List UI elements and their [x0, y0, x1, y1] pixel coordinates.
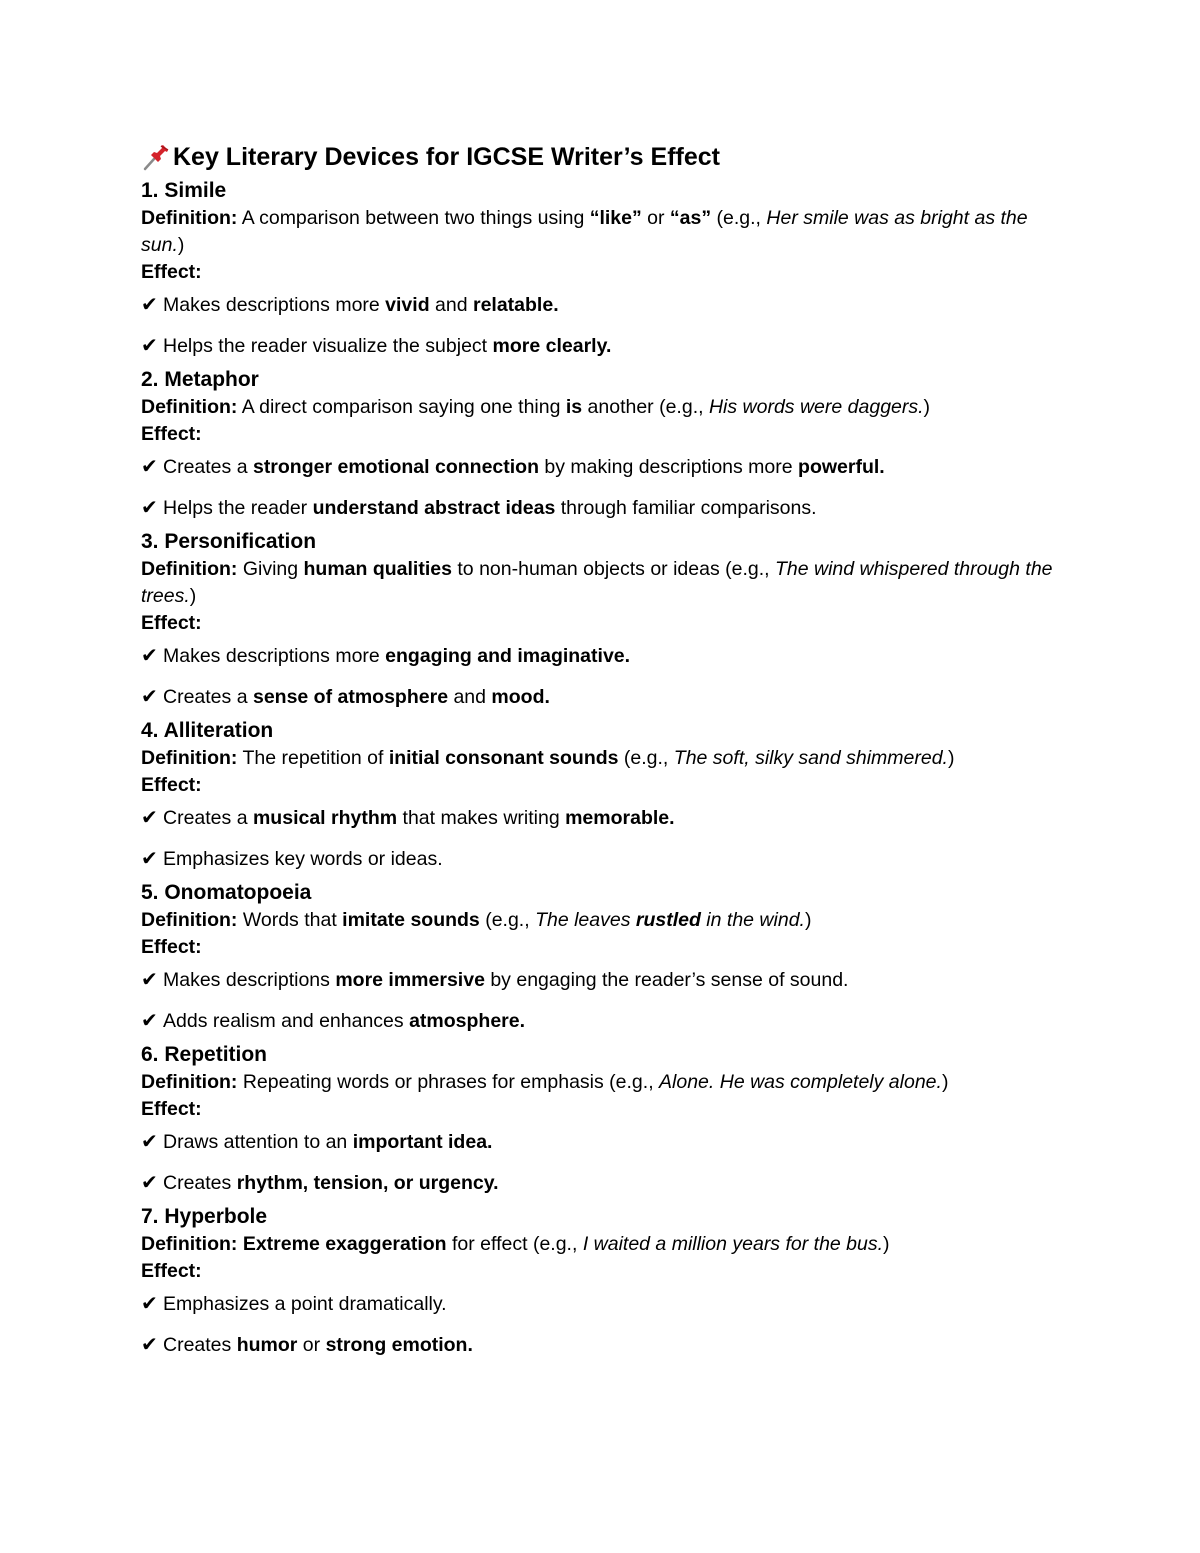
checkmark-icon: ✔: [141, 497, 158, 519]
def-text: A direct comparison saying one thing: [237, 396, 566, 418]
effect-item: [141, 846, 1061, 873]
document-page: [141, 141, 1061, 1365]
effect-item: [141, 1170, 1061, 1197]
def-text: Giving: [237, 558, 304, 580]
effect-bold: atmosphere.: [409, 1010, 526, 1032]
effect-label: Effect:: [141, 261, 202, 283]
section-heading: 2. Metaphor: [141, 368, 259, 391]
def-example: The leaves: [535, 909, 636, 931]
checkmark-icon: ✔: [141, 645, 158, 667]
def-example: Alone. He was completely alone.: [659, 1071, 942, 1093]
section-hyperbole: [141, 1203, 1061, 1359]
effect-item: [141, 495, 1061, 522]
effect-text: or: [297, 1334, 326, 1356]
effect-item: [141, 1332, 1061, 1359]
def-bold: imitate sounds: [342, 909, 480, 931]
effect-bold: relatable.: [472, 294, 559, 316]
definition-label: Definition:: [141, 207, 238, 229]
effect-text: Creates: [163, 1172, 237, 1194]
effect-item: [141, 967, 1061, 994]
effect-text: and: [448, 686, 492, 708]
effect-item: [141, 454, 1061, 481]
checkmark-icon: ✔: [141, 1334, 158, 1356]
def-text: ): [189, 585, 197, 607]
definition-label: Definition:: [141, 909, 238, 931]
def-example-bold: rustled: [635, 909, 701, 931]
effect-bold: engaging and imaginative.: [385, 645, 631, 667]
effect-item: [141, 1008, 1061, 1035]
definition: [141, 745, 1061, 772]
section-heading: 5. Onomatopoeia: [141, 881, 312, 904]
effect-bold: humor: [236, 1334, 298, 1356]
def-example: Her smile was as bright as the sun.: [141, 207, 1028, 256]
def-text: A comparison between two things using: [237, 207, 590, 229]
checkmark-icon: ✔: [141, 969, 158, 991]
definition: [141, 1069, 1061, 1096]
def-text: ): [804, 909, 812, 931]
def-text: or: [641, 207, 670, 229]
section-alliteration: [141, 717, 1061, 873]
effect-text: Helps the reader visualize the subject: [163, 335, 493, 357]
def-example: in the wind.: [700, 909, 805, 931]
def-text: ): [947, 747, 955, 769]
def-text: The repetition of: [237, 747, 389, 769]
def-text: to non-human objects or ideas (e.g.,: [451, 558, 775, 580]
def-example: The soft, silky sand shimmered.: [673, 747, 948, 769]
effect-text: Adds realism and enhances: [163, 1010, 410, 1032]
def-text: (e.g.,: [479, 909, 536, 931]
checkmark-icon: ✔: [141, 848, 158, 870]
def-bold: initial consonant sounds: [388, 747, 619, 769]
effect-bold: vivid: [385, 294, 430, 316]
effect-text: Makes descriptions more: [163, 645, 386, 667]
effect-item: [141, 684, 1061, 711]
document-title-text: Key Literary Devices for IGCSE Writer’s Effect: [173, 143, 720, 171]
definition: [141, 394, 1061, 421]
effect-text: Creates a: [163, 807, 253, 829]
checkmark-icon: ✔: [141, 456, 158, 478]
def-text: (e.g.,: [711, 207, 767, 229]
checkmark-icon: ✔: [141, 1131, 158, 1153]
def-text: ): [177, 234, 185, 256]
effect-bold: more immersive: [335, 969, 485, 991]
definition-label: Definition:: [141, 747, 238, 769]
definition-label: Definition:: [141, 1233, 238, 1255]
effect-text: that makes writing: [397, 807, 566, 829]
effect-text: Draws attention to an: [163, 1131, 353, 1153]
definition: [141, 1231, 1061, 1258]
effect-item: [141, 643, 1061, 670]
effect-text: Makes descriptions: [163, 969, 336, 991]
def-bold: “like”: [589, 207, 642, 229]
effect-bold: mood.: [491, 686, 550, 708]
definition: [141, 907, 1061, 934]
effect-item: [141, 1129, 1061, 1156]
checkmark-icon: ✔: [141, 1010, 158, 1032]
section-heading: 7. Hyperbole: [141, 1205, 268, 1228]
def-example: His words were daggers.: [708, 396, 924, 418]
section-repetition: [141, 1041, 1061, 1197]
section-heading: 6. Repetition: [141, 1043, 268, 1066]
definition-label: Definition:: [141, 396, 238, 418]
effect-text: Creates a: [163, 686, 253, 708]
effect-bold: understand abstract ideas: [312, 497, 556, 519]
effect-label: Effect:: [141, 774, 202, 796]
effect-text: Emphasizes a point dramatically.: [163, 1293, 447, 1315]
checkmark-icon: ✔: [141, 294, 158, 316]
effect-bold: strong emotion.: [325, 1334, 473, 1356]
def-bold: Extreme exaggeration: [242, 1233, 447, 1255]
def-text: for effect (e.g.,: [446, 1233, 583, 1255]
def-text: (e.g.,: [618, 747, 674, 769]
effect-text: by engaging the reader’s sense of sound.: [484, 969, 849, 991]
checkmark-icon: ✔: [141, 686, 158, 708]
definition: [141, 556, 1061, 610]
def-text: ): [941, 1071, 949, 1093]
effect-bold: powerful.: [798, 456, 885, 478]
effect-text: by making descriptions more: [539, 456, 799, 478]
effect-bold: stronger emotional connection: [252, 456, 539, 478]
def-text: Repeating words or phrases for emphasis (e.g.,: [237, 1071, 660, 1093]
def-bold: “as”: [669, 207, 712, 229]
definition: [141, 205, 1061, 259]
effect-label: Effect:: [141, 1098, 202, 1120]
checkmark-icon: ✔: [141, 807, 158, 829]
effect-text: Emphasizes key words or ideas.: [163, 848, 443, 870]
effect-bold: memorable.: [565, 807, 675, 829]
def-bold: is: [565, 396, 583, 418]
effect-text: through familiar comparisons.: [555, 497, 817, 519]
effect-item: [141, 1291, 1061, 1318]
pushpin-icon: [141, 142, 171, 172]
effect-text: Makes descriptions more: [163, 294, 386, 316]
effect-bold: musical rhythm: [252, 807, 398, 829]
def-example: The wind whispered through the trees.: [141, 558, 1053, 607]
checkmark-icon: ✔: [141, 1172, 158, 1194]
section-heading: 4. Alliteration: [141, 719, 274, 742]
effect-label: Effect:: [141, 423, 202, 445]
effect-label: Effect:: [141, 936, 202, 958]
effect-bold: sense of atmosphere: [252, 686, 449, 708]
effect-label: Effect:: [141, 612, 202, 634]
def-bold: human qualities: [303, 558, 452, 580]
checkmark-icon: ✔: [141, 335, 158, 357]
effect-item: [141, 805, 1061, 832]
effect-item: [141, 333, 1061, 360]
def-text: Words that: [237, 909, 343, 931]
section-onomatopoeia: [141, 879, 1061, 1035]
def-text: ): [923, 396, 931, 418]
document-title: [141, 141, 1061, 173]
definition-label: Definition:: [141, 1071, 238, 1093]
effect-label: Effect:: [141, 1260, 202, 1282]
checkmark-icon: ✔: [141, 1293, 158, 1315]
effect-bold: rhythm, tension, or urgency.: [236, 1172, 499, 1194]
effect-text: Helps the reader: [163, 497, 313, 519]
def-text: another (e.g.,: [582, 396, 709, 418]
effect-bold: important idea.: [352, 1131, 493, 1153]
section-heading: 3. Personification: [141, 530, 317, 553]
effect-text: and: [429, 294, 473, 316]
definition-label: Definition:: [141, 558, 238, 580]
section-simile: [141, 177, 1061, 360]
def-example: I waited a million years for the bus.: [582, 1233, 884, 1255]
section-personification: [141, 528, 1061, 711]
section-metaphor: [141, 366, 1061, 522]
effect-item: [141, 292, 1061, 319]
effect-text: Creates: [163, 1334, 237, 1356]
def-text: ): [883, 1233, 890, 1255]
section-heading: 1. Simile: [141, 179, 227, 202]
effect-bold: more clearly.: [492, 335, 612, 357]
effect-text: Creates a: [163, 456, 253, 478]
